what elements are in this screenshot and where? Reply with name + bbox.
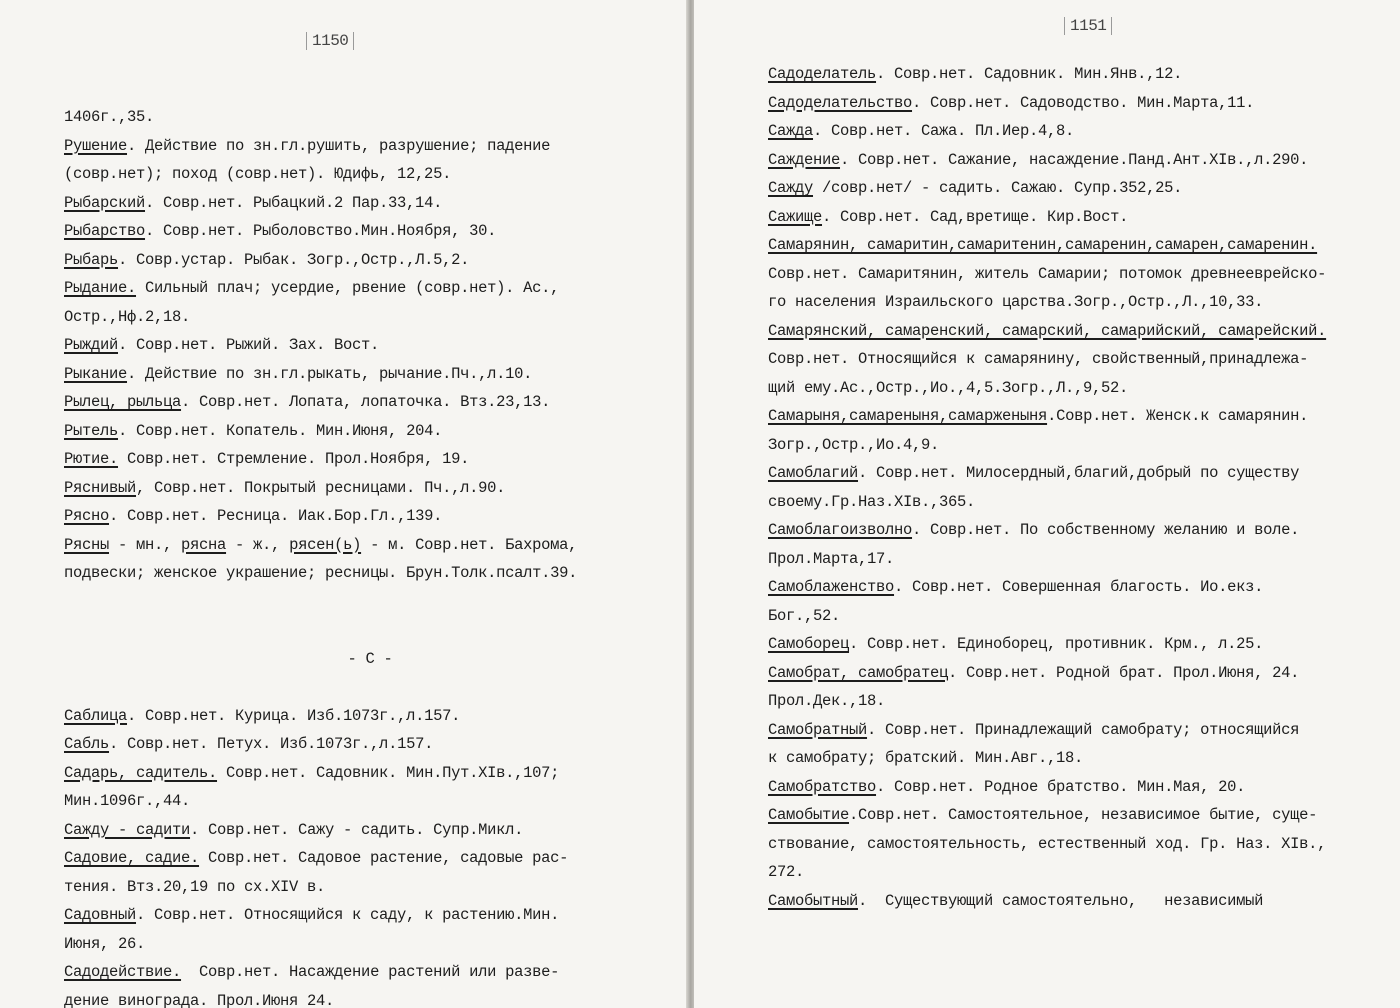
text-line: [64, 160, 676, 189]
headword: Рыбарский: [64, 193, 146, 212]
text-line: [768, 174, 1388, 203]
section-letter: - С -: [347, 649, 393, 668]
definition-text: . Совр.нет. Сад,вретище. Кир.Вост.: [822, 207, 1129, 226]
headword: Самобытие: [768, 806, 850, 824]
text-line: [64, 702, 676, 731]
right-page-number: 1151: [1064, 17, 1112, 35]
headword: Рыбарь: [64, 250, 119, 269]
headword: Самобрат, самобратец: [768, 663, 949, 682]
left-page-number: 1150: [306, 32, 354, 50]
text-line: [64, 360, 676, 389]
text-line: [768, 288, 1388, 317]
headword: Сабль: [64, 735, 110, 753]
text-line: [768, 801, 1388, 830]
headword: Рыкание: [64, 364, 128, 383]
definition-text: ствование, самостоятельность, естественный ход. Гр. Наз. XIв.,: [768, 834, 1327, 853]
text-line: [64, 217, 676, 246]
headword: Сажду - садити: [64, 820, 191, 839]
definition-text: . Совр.нет. Совершенная благость. Ио.екз.: [894, 578, 1264, 596]
definition-text: . Совр.нет. Рыжий. Зах. Вост.: [118, 336, 380, 354]
text-line: [64, 132, 676, 161]
definition-text: . Совр.нет. Садовник. Мин.Янв.,12.: [876, 65, 1183, 83]
definition-text: . Совр.нет. Сажание, насаждение.Панд.Ант.XIв.,л.290.: [840, 150, 1309, 169]
headword: Рютие.: [64, 450, 119, 468]
definition-text: . Совр.нет. Родной брат. Прол.Июня, 24.: [948, 663, 1300, 682]
definition-text: . Действие по зн.гл.рушить, разрушение; падение: [127, 136, 551, 155]
definition-text: Совр.нет. Самаритянин, житель Самарии; потомок древнееврейско-: [768, 264, 1327, 283]
text-line: [64, 331, 676, 360]
definition-text: Совр.нет. Относящийся к самарянину, свойственный,принадлежа-: [768, 350, 1309, 368]
definition-text: . Совр.устар. Рыбак. Зогр.,Остр.,Л.5,2.: [118, 250, 470, 269]
text-line: [64, 645, 676, 674]
definition-text: к самобрату; братский. Мин.Авг.,18.: [768, 749, 1084, 767]
text-line: [768, 231, 1388, 260]
definition-text: - м. Совр.нет. Бахрома,: [361, 535, 578, 554]
definition-text: своему.Гр.Наз.XIв.,365.: [768, 492, 976, 511]
definition-text: . Совр.нет. Садоводство. Мин.Марта,11.: [912, 93, 1255, 112]
text-line: [64, 189, 676, 218]
headword: Сажище: [768, 207, 823, 226]
definition-text: . Совр.нет. Относящийся к саду, к растению.Мин.: [136, 906, 560, 924]
headword: Самобратный: [768, 720, 868, 739]
text-line: [768, 488, 1388, 517]
definition-text: (совр.нет); поход (совр.нет). Юдифь, 12,25.: [64, 165, 452, 183]
headword: Садодействие.: [64, 963, 182, 981]
text-line: [64, 958, 676, 987]
definition-text: подвески; женское украшение; ресницы. Брун.Толк.псалт.39.: [64, 564, 578, 582]
text-line: [64, 474, 676, 503]
headword: Рясно: [64, 507, 110, 525]
headword: Самоблагий: [768, 464, 859, 482]
definition-text: . Совр.нет. Рыболовство.Мин.Ноября, 30.: [145, 222, 497, 240]
headword: рясна: [181, 535, 227, 554]
definition-text: . Совр.нет. Рыбацкий.2 Пар.33,14.: [145, 193, 443, 212]
headword: Саждение: [768, 150, 841, 169]
text-line: [768, 431, 1388, 460]
headword: Садарь, садитель.: [64, 763, 218, 782]
text-line: [768, 345, 1388, 374]
text-line: [64, 816, 676, 845]
text-line: [768, 317, 1388, 346]
headword: Самарянин, самаритин,самаритенин,самаренин,самарен,самаренин.: [768, 236, 1318, 254]
headword: Садоделательство: [768, 93, 913, 112]
text-line: [768, 602, 1388, 631]
definition-text: /совр.нет/ - садить. Сажаю. Супр.352,25.: [813, 179, 1183, 197]
text-line: [768, 687, 1388, 716]
headword: Саблица: [64, 706, 128, 725]
headword: Рушение: [64, 136, 128, 155]
definition-text: . Совр.нет. Курица. Изб.1073г.,л.157.: [127, 706, 461, 725]
text-line: [64, 787, 676, 816]
text-line: [768, 773, 1388, 802]
blank-line: [64, 673, 676, 702]
text-line: [768, 887, 1388, 916]
headword: Самоборец: [768, 635, 850, 653]
definition-text: Прол.Марта,17.: [768, 549, 895, 568]
definition-text: . Совр.нет. Принадлежащий самобрату; относящийся: [867, 720, 1300, 739]
definition-text: . Совр.нет. Копатель. Мин.Июня, 204.: [118, 421, 443, 440]
text-line: [64, 246, 676, 275]
left-page: [0, 0, 688, 1008]
definition-text: . Действие по зн.гл.рыкать, рычание.Пч.,л.10.: [127, 364, 533, 383]
headword: Рылец, рыльца: [64, 393, 182, 411]
left-page-text: [64, 103, 676, 1008]
definition-text: дение винограда. Прол.Июня 24.: [64, 991, 335, 1008]
definition-text: - мн.,: [109, 535, 182, 554]
headword: Самарыня,самареныня,самарженыня: [768, 407, 1048, 425]
headword: Самоблаженство: [768, 578, 895, 596]
text-line: [768, 573, 1388, 602]
text-line: [768, 203, 1388, 232]
text-line: [768, 659, 1388, 688]
right-page: [694, 0, 1400, 1008]
headword: Сажда: [768, 122, 814, 140]
definition-text: . Существующий самостоятельно, независимый: [858, 891, 1264, 910]
text-line: [768, 830, 1388, 859]
text-line: [64, 445, 676, 474]
text-line: [768, 146, 1388, 175]
text-line: [64, 388, 676, 417]
definition-text: .Совр.нет. Самостоятельное, независимое бытие, суще-: [849, 806, 1318, 824]
definition-text: Совр.нет. Садовник. Мин.Пут.XIв.,107;: [217, 763, 560, 782]
definition-text: Совр.нет. Садовое растение, садовые рас-: [199, 849, 569, 867]
headword: Садоделатель: [768, 65, 877, 83]
headword: Рыдание.: [64, 279, 137, 297]
text-line: [768, 374, 1388, 403]
text-line: [64, 502, 676, 531]
headword: Самобратство: [768, 777, 877, 796]
definition-text: Бог.,52.: [768, 606, 841, 625]
definition-text: . Совр.нет. Петух. Изб.1073г.,л.157.: [109, 735, 434, 753]
definition-text: Совр.нет. Стремление. Прол.Ноября, 19.: [118, 450, 470, 468]
blank-line: [64, 616, 676, 645]
headword: Рыждий: [64, 336, 119, 354]
text-line: [64, 930, 676, 959]
headword: Самарянский, самаренский, самарский, самарийский, самарейский.: [768, 321, 1327, 340]
definition-text: . Совр.нет. Единоборец, противник. Крм., л.25.: [849, 635, 1264, 653]
headword: Рясны: [64, 535, 110, 554]
definition-text: Сильный плач; усердие, рвение (совр.нет). Ас.,: [136, 279, 560, 297]
headword: Самобытный: [768, 891, 859, 910]
text-line: [64, 901, 676, 930]
definition-text: .Совр.нет. Женск.к самарянин.: [1047, 407, 1309, 425]
definition-text: Совр.нет. Насаждение растений или разве-: [181, 963, 560, 981]
definition-text: . Совр.нет. По собственному желанию и воле.: [912, 521, 1300, 539]
definition-text: , Совр.нет. Покрытый ресницами. Пч.,л.90.: [136, 478, 506, 497]
definition-text: . Совр.нет. Сажа. Пл.Иер.4,8.: [813, 122, 1075, 140]
text-line: [768, 545, 1388, 574]
headword: Самоблагоизволно: [768, 521, 913, 539]
definition-text: щий ему.Ас.,Остр.,Ио.,4,5.Зогр.,Л.,9,52.: [768, 378, 1129, 397]
text-line: [64, 987, 676, 1008]
text-line: [768, 260, 1388, 289]
definition-text: Остр.,Нф.2,18.: [64, 307, 191, 326]
text-line: [768, 744, 1388, 773]
headword: Садовный: [64, 906, 137, 924]
text-line: [64, 274, 676, 303]
text-line: [64, 873, 676, 902]
definition-text: 1406г.,35.: [64, 108, 155, 126]
definition-text: го населения Израильского царства.Зогр.,Остр.,Л.,10,33.: [768, 293, 1264, 311]
headword: Рытель: [64, 421, 119, 440]
headword: рясен(ь): [289, 535, 362, 554]
text-line: [768, 60, 1388, 89]
text-line: [64, 303, 676, 332]
text-line: [64, 730, 676, 759]
definition-text: тения. Втз.20,19 по сх.XIV в.: [64, 877, 326, 896]
text-line: [768, 858, 1388, 887]
definition-text: . Совр.нет. Родное братство. Мин.Мая, 20.: [876, 777, 1246, 796]
definition-text: . Совр.нет. Ресница. Иак.Бор.Гл.,139.: [109, 507, 443, 525]
text-line: [64, 103, 676, 132]
text-line: [768, 402, 1388, 431]
definition-text: . Совр.нет. Милосердный,благий,добрый по существу: [858, 464, 1300, 482]
text-line: [64, 531, 676, 560]
definition-text: Мин.1096г.,44.: [64, 792, 191, 810]
text-line: [768, 117, 1388, 146]
text-line: [64, 759, 676, 788]
definition-text: Июня, 26.: [64, 934, 146, 953]
blank-line: [64, 588, 676, 617]
text-line: [64, 844, 676, 873]
definition-text: Прол.Дек.,18.: [768, 692, 886, 710]
headword: Сажду: [768, 179, 814, 197]
right-page-text: [768, 60, 1388, 915]
text-line: [768, 89, 1388, 118]
text-line: [768, 516, 1388, 545]
definition-text: . Совр.нет. Лопата, лопаточка. Втз.23,13.: [181, 393, 551, 411]
text-line: [768, 716, 1388, 745]
headword: Садовие, садие.: [64, 849, 200, 867]
headword: Ряснивый: [64, 478, 137, 497]
definition-text: - ж.,: [226, 535, 290, 554]
definition-text: . Совр.нет. Сажу - садить. Супр.Микл.: [190, 820, 524, 839]
headword: Рыбарство: [64, 222, 146, 240]
text-line: [768, 630, 1388, 659]
text-line: [768, 459, 1388, 488]
text-line: [64, 559, 676, 588]
text-line: [64, 417, 676, 446]
definition-text: 272.: [768, 863, 805, 881]
definition-text: Зогр.,Остр.,Ио.4,9.: [768, 435, 940, 454]
